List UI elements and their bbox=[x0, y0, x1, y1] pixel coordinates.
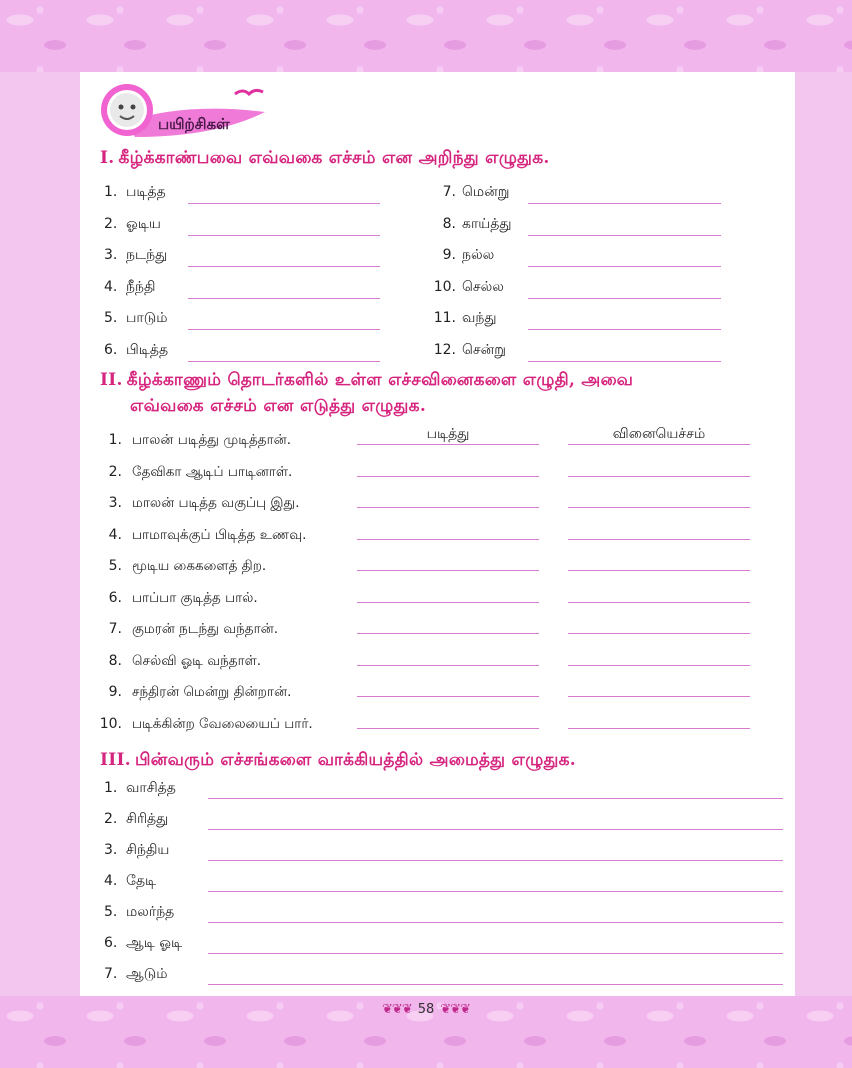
answer-line-type[interactable] bbox=[568, 602, 750, 603]
item-sentence: மாலன் படித்த வகுப்பு இது. bbox=[132, 495, 300, 511]
answer-line-word[interactable] bbox=[357, 476, 539, 477]
left-margin bbox=[0, 72, 80, 996]
answer-line-type[interactable] bbox=[568, 539, 750, 540]
item-number: 12. bbox=[433, 341, 456, 358]
item-number: 11. bbox=[433, 310, 456, 326]
item-word: காய்த்து bbox=[462, 215, 512, 232]
answer-line-word[interactable] bbox=[357, 665, 539, 666]
item-word: நடந்து bbox=[126, 247, 168, 263]
item-sentence: குமரன் நடந்து வந்தான். bbox=[132, 621, 279, 637]
item-word: வாசித்த bbox=[126, 780, 176, 796]
ornament-right-icon: ❦❦❦ bbox=[440, 1002, 470, 1017]
sentence-line[interactable] bbox=[208, 798, 783, 799]
answer-line-word[interactable] bbox=[357, 696, 539, 697]
answer-line-word[interactable] bbox=[357, 507, 539, 508]
item-word: ஓடிய bbox=[126, 215, 161, 232]
answer-line[interactable] bbox=[188, 235, 380, 236]
answer-line-word[interactable] bbox=[357, 570, 539, 571]
item-number: 6. bbox=[104, 935, 118, 951]
answer-line-word[interactable] bbox=[357, 444, 539, 445]
sentence-line[interactable] bbox=[208, 953, 783, 954]
item-number: 1. bbox=[108, 432, 122, 448]
section-2-heading-line2: எவ்வகை எச்சம் என எடுத்து எழுதுக. bbox=[130, 396, 427, 416]
item-word: சிந்திய bbox=[126, 842, 170, 858]
item-number: 3. bbox=[104, 247, 118, 263]
answer-line[interactable] bbox=[528, 203, 721, 204]
section-label: பயிற்சிகள் bbox=[158, 115, 230, 133]
item-number: 5. bbox=[108, 558, 122, 574]
item-word: பாடும் bbox=[126, 310, 168, 326]
item-sentence: மூடிய கைகளைத் திற. bbox=[132, 558, 267, 574]
item-sentence: சந்திரன் மென்று தின்றான். bbox=[132, 684, 292, 700]
example-answer-type: வினையெச்சம் bbox=[612, 426, 706, 442]
answer-line-word[interactable] bbox=[357, 633, 539, 634]
item-sentence: செல்வி ஓடி வந்தாள். bbox=[132, 652, 262, 669]
item-number: 3. bbox=[108, 495, 122, 511]
item-number: 3. bbox=[104, 842, 118, 858]
answer-line-word[interactable] bbox=[357, 602, 539, 603]
item-sentence: பாலன் படித்து முடித்தான். bbox=[132, 432, 292, 448]
answer-line[interactable] bbox=[528, 298, 721, 299]
answer-line[interactable] bbox=[188, 266, 380, 267]
sentence-line[interactable] bbox=[208, 922, 783, 923]
answer-line[interactable] bbox=[528, 361, 721, 362]
item-word: ஆடும் bbox=[126, 966, 168, 982]
item-number: 10. bbox=[433, 278, 456, 295]
answer-line-type[interactable] bbox=[568, 696, 750, 697]
item-sentence: பாப்பா குடித்த பால். bbox=[132, 589, 258, 606]
sentence-line[interactable] bbox=[208, 860, 783, 861]
answer-line-type[interactable] bbox=[568, 570, 750, 571]
item-number: 6. bbox=[108, 589, 122, 606]
item-word: மென்று bbox=[462, 184, 510, 200]
right-margin bbox=[795, 72, 852, 996]
answer-line[interactable] bbox=[188, 329, 380, 330]
item-number: 4. bbox=[108, 526, 122, 543]
answer-line[interactable] bbox=[188, 298, 380, 299]
item-word: பிடித்த bbox=[126, 341, 169, 358]
answer-line[interactable] bbox=[528, 235, 721, 236]
item-number: 10. bbox=[99, 715, 122, 732]
item-number: 5. bbox=[104, 310, 118, 326]
item-number: 7. bbox=[442, 184, 456, 200]
sentence-line[interactable] bbox=[208, 829, 783, 830]
answer-line[interactable] bbox=[528, 266, 721, 267]
answer-line[interactable] bbox=[188, 203, 380, 204]
page-number: 58 bbox=[417, 1002, 435, 1017]
item-word: நீந்தி bbox=[126, 278, 156, 295]
item-number: 8. bbox=[108, 652, 122, 669]
answer-line-type[interactable] bbox=[568, 476, 750, 477]
item-number: 1. bbox=[104, 184, 118, 200]
item-number: 6. bbox=[104, 341, 118, 358]
top-decorative-band bbox=[0, 0, 852, 72]
section-2-heading: II. கீழ்க்காணும் தொடர்களில் உள்ள எச்சவினைகளை எழுதி, அவை bbox=[100, 370, 634, 390]
item-word: வந்து bbox=[462, 310, 497, 326]
answer-line-type[interactable] bbox=[568, 633, 750, 634]
item-number: 7. bbox=[104, 966, 118, 982]
sentence-line[interactable] bbox=[208, 984, 783, 985]
answer-line[interactable] bbox=[188, 361, 380, 362]
item-word: நல்ல bbox=[462, 247, 495, 263]
answer-line-type[interactable] bbox=[568, 507, 750, 508]
page-footer bbox=[0, 1002, 852, 1017]
item-sentence: பாமாவுக்குப் பிடித்த உணவு. bbox=[132, 526, 307, 543]
answer-line-type[interactable] bbox=[568, 444, 750, 445]
answer-line-word[interactable] bbox=[357, 539, 539, 540]
item-sentence: தேவிகா ஆடிப் பாடினாள். bbox=[132, 463, 293, 480]
ornament-left-icon: ❦❦❦ bbox=[382, 1002, 412, 1017]
item-word: செல்ல bbox=[462, 278, 504, 295]
answer-line-word[interactable] bbox=[357, 728, 539, 729]
item-number: 5. bbox=[104, 904, 118, 920]
section-1-heading: I. கீழ்க்காண்பவை எவ்வகை எச்சம் என அறிந்து எழுதுக. bbox=[100, 148, 550, 168]
item-number: 7. bbox=[108, 621, 122, 637]
item-word: ஆடி ஓடி bbox=[126, 935, 183, 951]
item-number: 2. bbox=[104, 811, 118, 827]
item-word: சென்று bbox=[462, 341, 506, 358]
item-word: மலர்ந்த bbox=[126, 904, 175, 920]
item-number: 8. bbox=[442, 215, 456, 232]
item-number: 4. bbox=[104, 278, 118, 295]
item-sentence: படிக்கின்ற வேலையைப் பார். bbox=[132, 715, 313, 732]
item-number: 2. bbox=[104, 215, 118, 232]
item-number: 4. bbox=[104, 873, 118, 889]
item-number: 1. bbox=[104, 780, 118, 796]
item-number: 9. bbox=[108, 684, 122, 700]
item-word: சிரித்து bbox=[126, 811, 169, 827]
section-3-heading: III. பின்வரும் எச்சங்களை வாக்கியத்தில் அமைத்து எழுதுக. bbox=[100, 750, 577, 770]
item-number: 9. bbox=[442, 247, 456, 263]
answer-line-type[interactable] bbox=[568, 665, 750, 666]
answer-line-type[interactable] bbox=[568, 728, 750, 729]
sentence-line[interactable] bbox=[208, 891, 783, 892]
answer-line[interactable] bbox=[528, 329, 721, 330]
item-word: படித்த bbox=[126, 184, 166, 200]
example-answer-word: படித்து bbox=[426, 426, 470, 442]
item-word: தேடி bbox=[126, 873, 157, 889]
item-number: 2. bbox=[108, 463, 122, 480]
